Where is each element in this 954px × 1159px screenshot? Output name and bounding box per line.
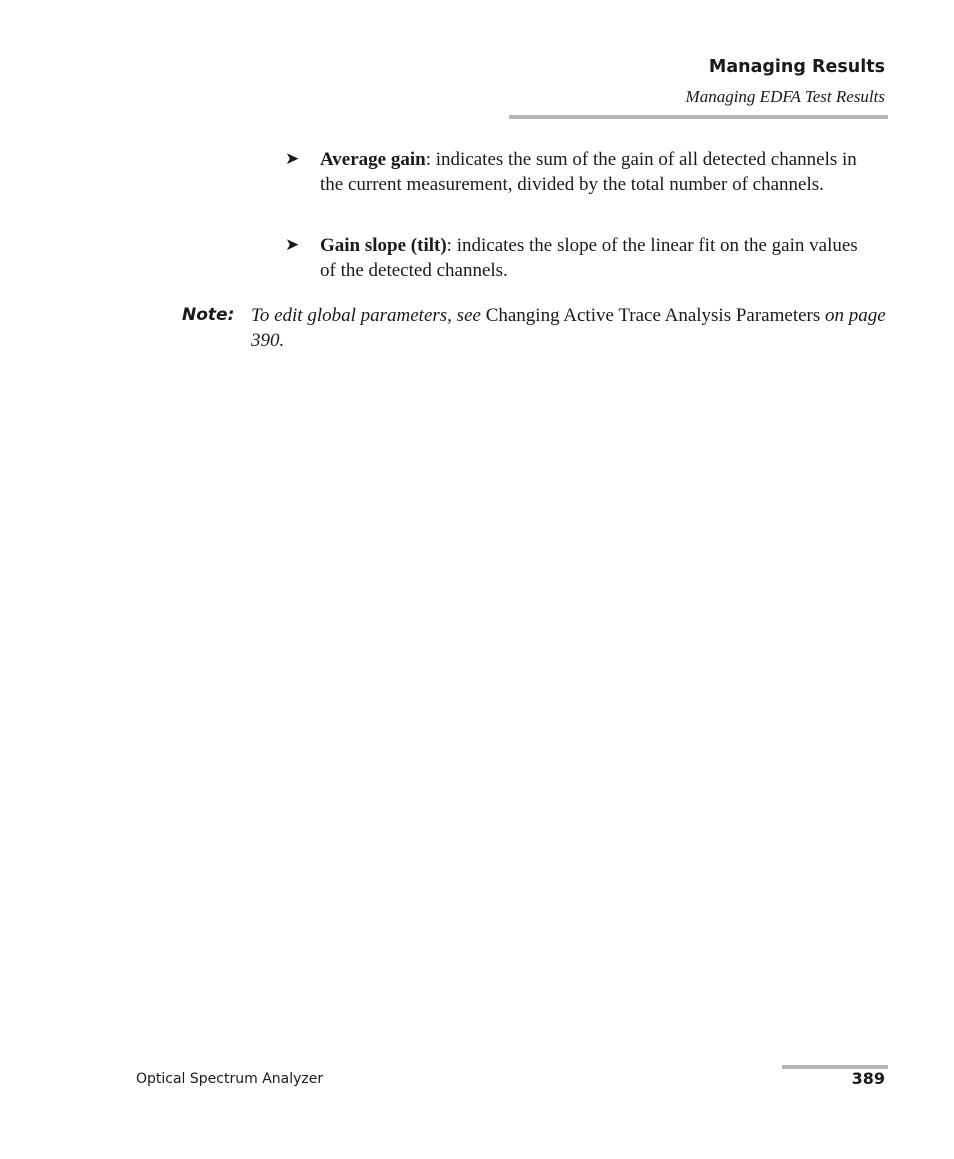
footer-product-name: Optical Spectrum Analyzer [136,1071,324,1087]
note-label: Note: [182,305,235,325]
page-number: 389 [851,1069,885,1088]
bullet-text [320,147,865,197]
bullet-term: Gain slope (tilt) [320,235,447,256]
note-suffix: on page 390. [251,305,886,351]
note-body [251,303,891,353]
arrow-bullet-icon: ➤ [285,149,300,169]
bullet-average-gain [285,147,865,197]
note-prefix: To edit global parameters, see [251,305,486,326]
running-header-subtitle: Managing EDFA Test Results [685,87,885,106]
bullet-description: : indicates the sum of the gain of all detected channels in the current measurement, divided by the total number of channels. [320,149,857,195]
header-rule [509,115,888,119]
bullet-text [320,233,865,283]
bullet-term: Average gain [320,149,426,170]
note-cross-reference-link[interactable]: Changing Active Trace Analysis Parameters [485,305,821,326]
arrow-bullet-icon: ➤ [285,235,300,255]
bullet-description: : indicates the slope of the linear fit on the gain values of the detected channels. [320,235,858,281]
running-header-title: Managing Results [708,57,885,77]
bullet-gain-slope [285,233,865,283]
